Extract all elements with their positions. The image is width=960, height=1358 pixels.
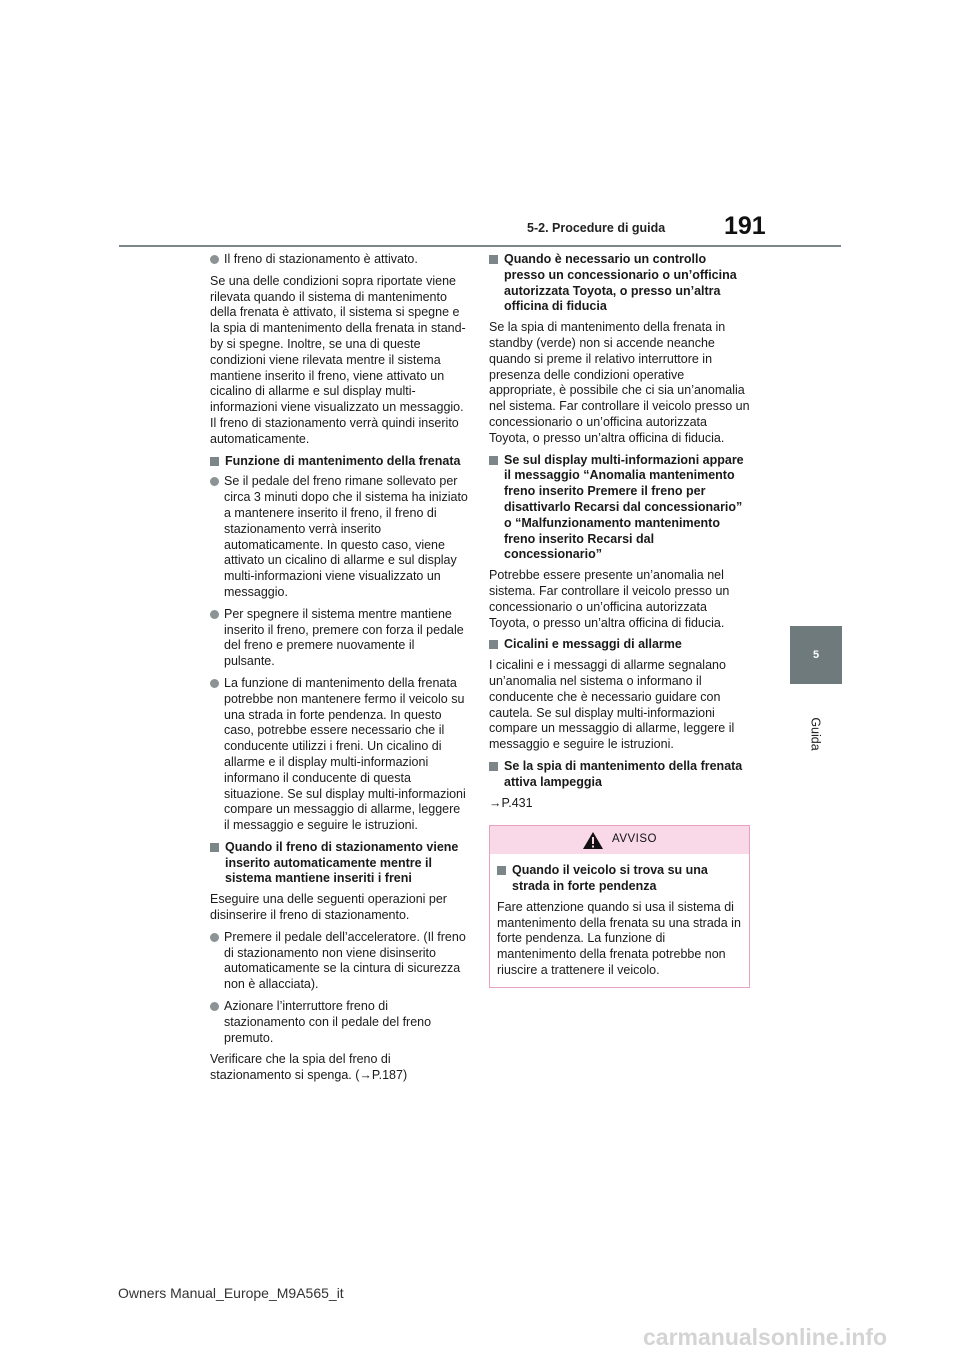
bullet-dot-icon (210, 1002, 219, 1011)
bullet-text: La funzione di mantenimento della frenata potrebbe non mantenere fermo il veicolo su una strada in forte pendenza. In questo caso, potrebbe essere necessario che il conducente utilizzi i freni. Un cicalino di allarme e il display multi-informazioni informano il conducente di questa situazione. Se sul display multi-informazioni compare un messaggio di allarme, leggere il messaggio e seguire le istruzioni. (224, 675, 466, 833)
body-paragraph: I cicalini e i messaggi di allarme segnalano un’anomalia nel sistema o informano il conducente che è necessario guidare con cautela. Se sul display multi-informazioni compare un messaggio di allarme, leggere il messaggio e seguire le istruzioni. (489, 658, 735, 752)
chapter-tab: 5 (790, 626, 842, 684)
section-heading (489, 759, 750, 791)
bullet-item (210, 676, 468, 834)
bullet-dot-icon (210, 933, 219, 942)
header-rule (119, 245, 841, 247)
warning-triangle-icon (582, 831, 604, 850)
bullet-text: Premere il pedale dell’acceleratore. (Il freno di stazionamento non viene disinserito automaticamente se la cintura di sicurezza non è allacciata). (224, 929, 466, 992)
heading-square-icon (489, 640, 498, 649)
bullet-text: Se il pedale del freno rimane sollevato per circa 3 minuti dopo che il sistema ha iniziato a mantenere inserito il freno, il freno di stazionamento verrà inserito automaticamente. In questo caso, viene attivato un cicalino di allarme e sul display multi-informazioni viene visualizzato un messaggio. (224, 474, 468, 599)
section-heading (489, 637, 750, 653)
section-heading (210, 454, 468, 470)
heading-square-icon (210, 843, 219, 852)
bullet-item (210, 607, 468, 670)
body-paragraph: Eseguire una delle seguenti operazioni per disinserire il freno di stazionamento. (210, 892, 447, 923)
footer-text: Owners Manual_Europe_M9A565_it (118, 1285, 344, 1301)
bullet-text: Il freno di stazionamento è attivato. (224, 252, 418, 266)
heading-text: Cicalini e messaggi di allarme (504, 637, 682, 652)
heading-text: Quando è necessario un controllo presso un concessionario o un’officina autorizzata Toyota, o presso un’altra officina di fiducia (504, 252, 737, 314)
section-heading (489, 252, 750, 315)
bullet-item (210, 999, 468, 1046)
heading-text: Funzione di mantenimento della frenata (225, 453, 461, 468)
watermark: carmanualsonline.info (643, 1324, 888, 1350)
bullet-item (210, 930, 468, 993)
right-column (489, 252, 750, 988)
bullet-dot-icon (210, 679, 219, 688)
heading-square-icon (489, 255, 498, 264)
warning-title: AVVISO (612, 833, 657, 846)
bullet-dot-icon (210, 477, 219, 486)
body-paragraph: Verificare che la spia del freno di stazionamento si spenga. (→P.187) (210, 1052, 408, 1083)
heading-square-icon (489, 456, 498, 465)
bullet-dot-icon (210, 255, 219, 264)
section-heading (210, 840, 468, 887)
bullet-text: Per spegnere il sistema mentre mantiene inserito il freno, premere con forza il pedale del freno e premere nuovamente il pulsante. (224, 606, 464, 669)
heading-text: Quando il veicolo si trova su una strada in forte pendenza (512, 863, 708, 894)
page-reference-link[interactable]: →P.431 (489, 795, 533, 810)
heading-square-icon (497, 866, 506, 875)
warning-heading (497, 863, 742, 895)
body-paragraph: Potrebbe essere presente un’anomalia nel sistema. Far controllare il veicolo presso un concessionario o un’officina autorizzata Toyota, o presso un’altra officina di fiducia. (489, 568, 730, 630)
section-label: 5-2. Procedure di guida (527, 221, 666, 235)
warning-text: Fare attenzione quando si usa il sistema di mantenimento della frenata su una strada in forte pendenza. La funzione di mantenimento della frenata potrebbe non riuscire a trattenere il veicolo. (497, 899, 741, 978)
section-heading (489, 453, 750, 564)
heading-text: Se sul display multi-informazioni appare il messaggio “Anomalia mantenimento freno inserito Premere il freno per disattivarlo Recarsi dal concessionario” o “Malfunzionamento mantenimento freno inserito Recarsi dal concessionario” (504, 452, 744, 562)
warning-header (490, 826, 749, 854)
warning-box (489, 825, 750, 988)
bullet-text: Azionare l’interruttore freno di stazionamento con il pedale del freno premuto. (224, 999, 432, 1045)
heading-text: Se la spia di mantenimento della frenata attiva lampeggia (504, 758, 743, 789)
heading-text: Quando il freno di stazionamento viene inserito automaticamente mentre il sistema mantiene inseriti i freni (225, 839, 459, 886)
bullet-item (210, 474, 468, 600)
bullet-dot-icon (210, 610, 219, 619)
heading-square-icon (489, 762, 498, 771)
left-column (210, 252, 468, 1090)
warning-body (490, 854, 749, 987)
body-paragraph: Se una delle condizioni sopra riportate viene rilevata quando il sistema di mantenimento della frenata è attivato, il sistema si spegne e la spia di mantenimento della frenata in stand-by si spegne. Inoltre, se una di queste condizioni viene rilevata mentre il sistema mantiene inserito il freno, viene attivato un cicalino di allarme e sul display multi-informazioni viene visualizzato un messaggio. Il freno di stazionamento verrà quindi inserito automaticamente. (210, 273, 466, 446)
chapter-title-text: Guida (808, 717, 823, 751)
heading-square-icon (210, 457, 219, 466)
page-number: 191 (724, 212, 766, 240)
body-paragraph: Se la spia di mantenimento della frenata in standby (verde) non si accende neanche quando si preme il relativo interruttore in presenza delle condizioni operative appropriate, è possibile che ci sia un’anomalia nel sistema. Far controllare il veicolo presso un concessionario o un’officina autorizzata Toyota, o presso un’altra officina di fiducia. (489, 320, 750, 445)
bullet-item (210, 252, 468, 268)
chapter-title (790, 714, 842, 754)
